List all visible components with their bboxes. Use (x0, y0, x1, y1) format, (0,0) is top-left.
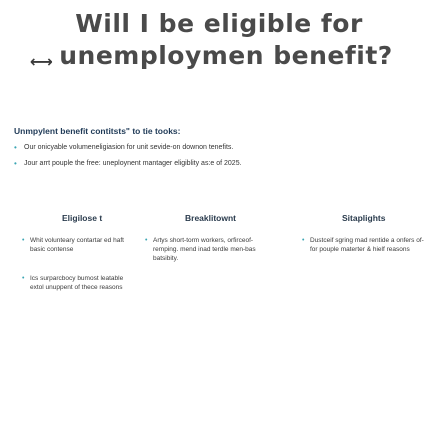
bullet-icon: • (302, 237, 305, 244)
list-item (22, 236, 132, 254)
bullet-icon: • (22, 275, 25, 282)
list-item-text: Artys short-torm workers, orfirceof- remping. mend inad terdle men-bas batsibity. (153, 237, 256, 262)
bullet-icon: • (145, 237, 148, 244)
title-line-1: Will I be eligible for (75, 9, 363, 38)
intro-bullet-text: Jour arrt pouple the free: uneploynent mantager eligiblity as:e of 2025. (24, 160, 242, 167)
bullet-icon: • (14, 143, 17, 152)
column-breakdown (145, 213, 265, 283)
list-item (145, 236, 265, 263)
column-heading: Breaklitownt (185, 213, 237, 223)
list-item-text: Dustceif sgring mad rentide a onfers of- for pouple materter & hielf reasons (310, 237, 424, 253)
column-highlights (302, 213, 427, 274)
list-item-text: Whit volunteary contartar ed haft basic contense (30, 237, 124, 253)
bullet-icon: • (22, 237, 25, 244)
intro-section (14, 126, 424, 176)
list-item (22, 274, 132, 292)
title-line-2: unemploymen benefit? (59, 41, 393, 70)
intro-bullet-text: Our onicyable volumeneligiasion for unit sevide-on downon tenefits. (24, 144, 234, 151)
list-item (302, 236, 427, 254)
bullet-icon: • (14, 159, 17, 168)
column-heading: Eligilose t (62, 213, 103, 223)
intro-bullet (14, 160, 424, 167)
intro-heading: Unmpylent benefit contitsts" to tie tooks: (14, 126, 181, 136)
intro-bullet (14, 144, 424, 151)
link-icon: ⟷ (30, 52, 53, 71)
column-eligible (22, 213, 132, 312)
page-title (0, 8, 438, 72)
list-item-text: Ics surparcbocy bumost leatable extol unuppent of thece reasons (30, 275, 124, 291)
column-heading: Sitaplights (342, 213, 386, 223)
